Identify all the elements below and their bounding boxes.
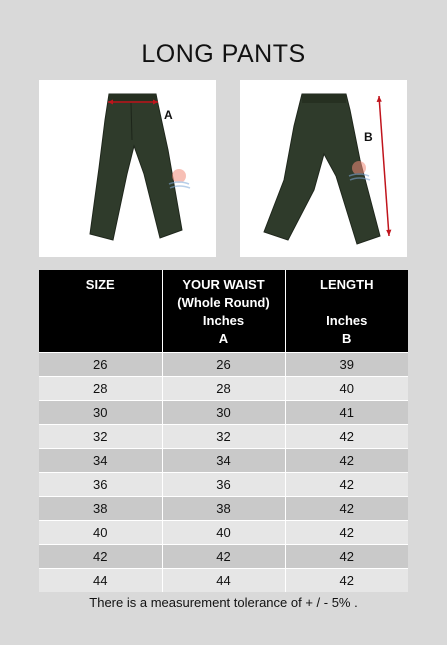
cell-length: 39 xyxy=(285,353,408,377)
cell-waist: 26 xyxy=(162,353,285,377)
arrow-head-bottom xyxy=(386,230,391,236)
header-length: LENGTH Inches B xyxy=(285,270,408,353)
cell-length: 42 xyxy=(285,449,408,473)
table-row xyxy=(39,353,408,377)
cell-length: 42 xyxy=(285,521,408,545)
cell-size: 28 xyxy=(39,377,162,401)
cell-length: 41 xyxy=(285,401,408,425)
tolerance-note: There is a measurement tolerance of + / - 5% . xyxy=(89,595,358,610)
page-title: LONG PANTS xyxy=(141,40,306,68)
pants-side-illustration xyxy=(240,80,407,257)
cell-length: 42 xyxy=(285,473,408,497)
cell-size: 30 xyxy=(39,401,162,425)
cell-size: 44 xyxy=(39,569,162,593)
cell-size: 42 xyxy=(39,545,162,569)
cell-waist: 40 xyxy=(162,521,285,545)
table-row xyxy=(39,401,408,425)
table-row xyxy=(39,449,408,473)
pants-front-illustration xyxy=(39,80,216,257)
marker-a-label: A xyxy=(164,108,173,122)
table-row xyxy=(39,473,408,497)
side-view-image xyxy=(240,80,407,257)
cell-length: 40 xyxy=(285,377,408,401)
cell-size: 40 xyxy=(39,521,162,545)
cell-waist: 44 xyxy=(162,569,285,593)
cell-length: 42 xyxy=(285,497,408,521)
cell-waist: 32 xyxy=(162,425,285,449)
cell-length: 42 xyxy=(285,545,408,569)
cell-size: 38 xyxy=(39,497,162,521)
table-header-row xyxy=(39,270,408,353)
header-size: SIZE xyxy=(39,270,162,353)
arrow-head-top xyxy=(377,96,382,102)
cell-waist: 30 xyxy=(162,401,285,425)
waistband xyxy=(302,94,346,103)
marker-b-label: B xyxy=(364,130,373,144)
cell-waist: 34 xyxy=(162,449,285,473)
cell-waist: 42 xyxy=(162,545,285,569)
table-row xyxy=(39,521,408,545)
size-chart-table xyxy=(39,270,408,592)
table-row xyxy=(39,545,408,569)
cell-length: 42 xyxy=(285,569,408,593)
table-row xyxy=(39,497,408,521)
table-row xyxy=(39,377,408,401)
cell-length: 42 xyxy=(285,425,408,449)
length-measure-arrow xyxy=(379,96,389,236)
cell-size: 26 xyxy=(39,353,162,377)
table-row xyxy=(39,569,408,593)
cell-waist: 36 xyxy=(162,473,285,497)
table-row xyxy=(39,425,408,449)
cell-waist: 38 xyxy=(162,497,285,521)
header-waist: YOUR WAIST (Whole Round) Inches A xyxy=(162,270,285,353)
cell-waist: 28 xyxy=(162,377,285,401)
cell-size: 32 xyxy=(39,425,162,449)
front-view-image xyxy=(39,80,216,257)
cell-size: 36 xyxy=(39,473,162,497)
cell-size: 34 xyxy=(39,449,162,473)
